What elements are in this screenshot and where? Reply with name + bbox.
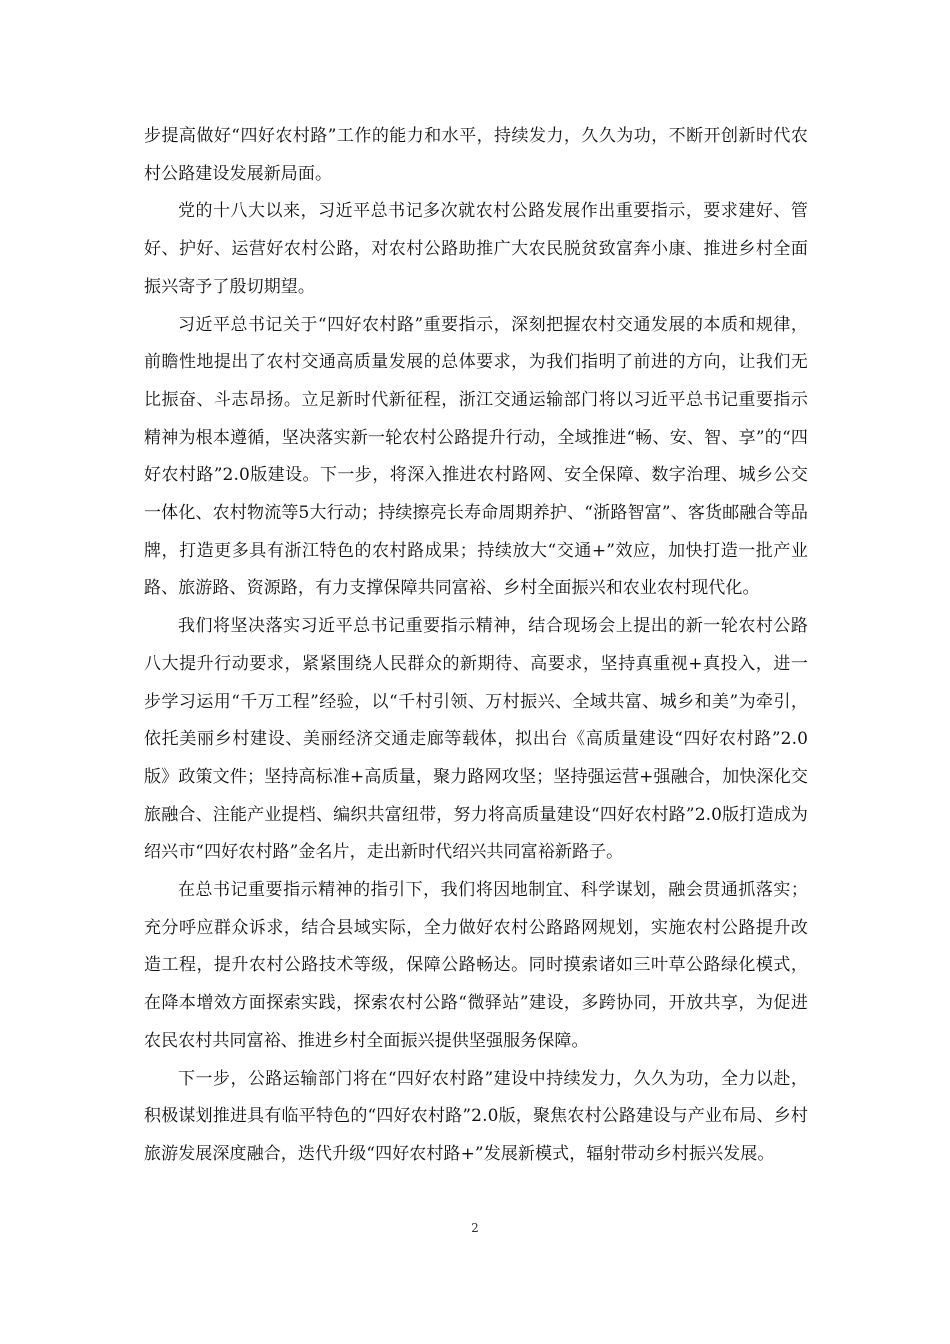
body-text xyxy=(144,118,808,1174)
paragraph-next-step: 下一步，公路运输部门将在“四好农村路”建设中持续发力，久久为功，全力以赴，积极谋划推进具有临平特色的“四好农村路”2.0版，聚焦农村公路建设与产业布局、乡村旅游发展深度融合，迭代升级“四好农村路+”发展新模式，辐射带动乡村振兴发展。 xyxy=(144,1068,808,1164)
paragraph-shaoxing-plan: 我们将坚决落实习近平总书记重要指示精神，结合现场会上提出的新一轮农村公路八大提升行动要求，紧紧围绕人民群众的新期待、高要求，坚持真重视+真投入，进一步学习运用“千万工程”经验，以“千村引领、万村振兴、全域共富、城乡和美”为牵引，依托美丽乡村建设、美丽经济交通走廊等载体，拟出台《高质量建设“四好农村路”2.0版》政策文件；坚持高标准+高质量，聚力路网攻坚；坚持强运营+强融合，加快深化交旅融合、注能产业提档、编织共富纽带，努力将高质量建设“四好农村路”2.0版打造成为绍兴市“四好农村路”金名片，走出新时代绍兴共同富裕新路子。 xyxy=(144,616,808,863)
page-number: 2 xyxy=(471,1221,479,1235)
paragraph-continuation: 步提高做好“四好农村路”工作的能力和水平，持续发力，久久为功，不断开创新时代农村公路建设发展新局面。 xyxy=(144,126,808,184)
paragraph-guidance: 在总书记重要指示精神的指引下，我们将因地制宜、科学谋划，融会贯通抓落实；充分呼应群众诉求，结合县域实际，全力做好农村公路路网规划，实施农村公路提升改造工程，提升农村公路技术等级，保障公路畅达。同时摸索诸如三叶草公路绿化模式，在降本增效方面探索实践，探索农村公路“微驿站”建设，多跨协同，开放共享，为促进农民农村共同富裕、推进乡村全面振兴提供坚强服务保障。 xyxy=(144,880,808,1051)
paragraph-zhejiang-transport: 习近平总书记关于“四好农村路”重要指示，深刻把握农村交通发展的本质和规律，前瞻性地提出了农村交通高质量发展的总体要求，为我们指明了前进的方向，让我们无比振奋、斗志昂扬。立足新时代新征程，浙江交通运输部门将以习近平总书记重要指示精神为根本遵循，坚决落实新一轮农村公路提升行动，全域推进“畅、安、智、享”的“四好农村路”2.0版建设。下一步，将深入推进农村路网、安全保障、数字治理、城乡公交一体化、农村物流等5大行动；持续擦亮长寿命周期养护、“浙路智富”、客货邮融合等品牌，打造更多具有浙江特色的农村路成果；持续放大“交通+”效应，加快打造一批产业路、旅游路、资源路，有力支撑保障共同富裕、乡村全面振兴和农业农村现代化。 xyxy=(144,314,808,599)
paragraph-party-congress: 党的十八大以来，习近平总书记多次就农村公路发展作出重要指示，要求建好、管好、护好、运营好农村公路，对农村公路助推广大农民脱贫致富奔小康、推进乡村全面振兴寄予了殷切期望。 xyxy=(144,201,808,297)
